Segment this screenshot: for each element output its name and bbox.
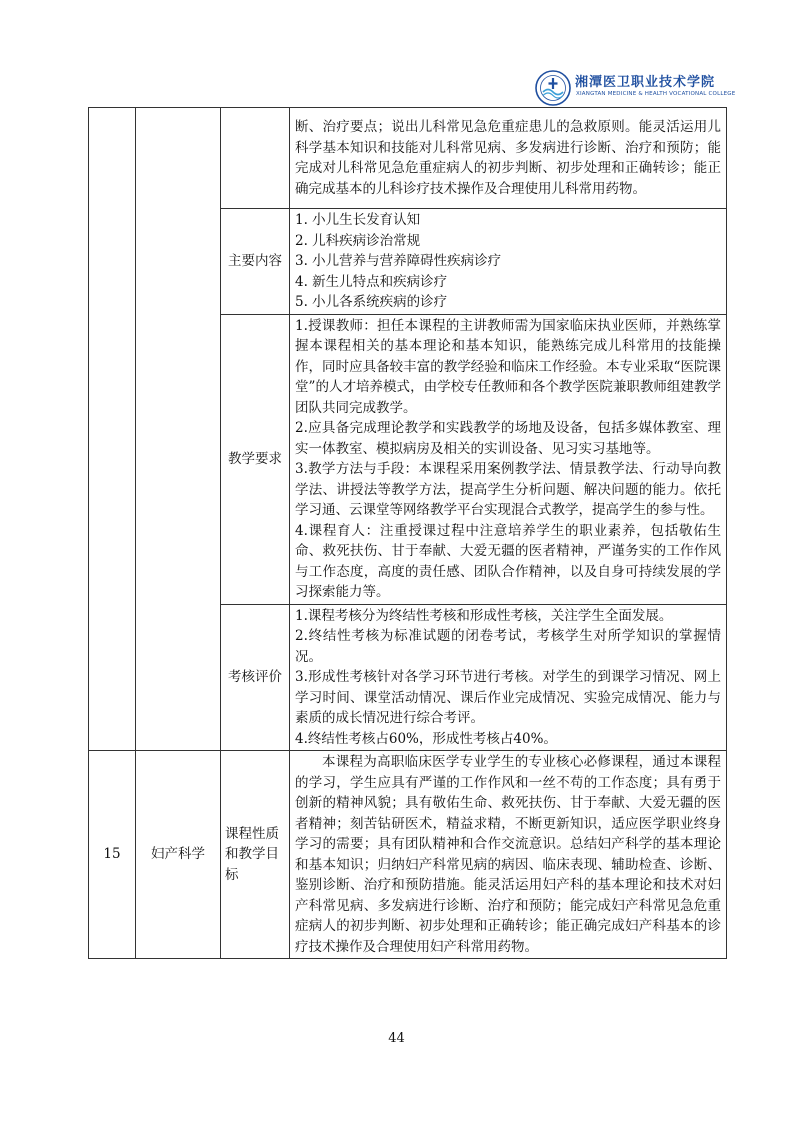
cell-main-content [290, 209, 727, 315]
list-item: 2.应具备完成理论教学和实践教学的场地及设备，包括多媒体教室、理实一体教室、模拟病房及相关的实训设备、见习实习基地等。 [295, 420, 721, 457]
list-item: 5. 小儿各系统疾病的诊疗 [295, 294, 448, 310]
cell-course-name-continued [136, 108, 221, 751]
college-logo [535, 70, 755, 106]
list-item: 1.课程考核分为终结性考核和形成性考核，关注学生全面发展。 [295, 607, 673, 624]
list-item: 3.形成性考核针对各学习环节进行考核。对学生的到课学习情况、网上学习时间、课堂活动情况、课后作业完成情况、实验完成情况、能力与素质的成长情况进行综合考评。 [295, 669, 721, 726]
page-number: 44 [388, 1031, 405, 1046]
main-content-label: 主要内容 [228, 253, 282, 269]
logo-english-name: XIANGTAN MEDICINE & HEALTH VOCATIONAL COLLEGE [576, 91, 736, 97]
list-item: 1. 小儿生长发育认知 [295, 212, 421, 228]
list-item: 4. 新生儿特点和疾病诊疗 [295, 273, 448, 290]
list-item: 4.终结性考核占60%，形成性考核占40%。 [295, 730, 557, 747]
table-row [89, 108, 727, 209]
cell-label-requirements [221, 314, 290, 604]
list-item: 2.终结性考核为标准试题的闭卷考试，考核学生对所学知识的掌握情况。 [295, 628, 721, 665]
cell-label-assessment [221, 604, 290, 751]
cell-course-nature-goals: 本课程为高职临床医学专业学生的专业核心必修课程，通过本课程的学习，学生应具有严谨的工作作风和一丝不苟的工作态度；具有勇于创新的精神风貌；具有敬佑生命、救死扶伤、甘于奉献、大爱无疆的医者精神；刻苦钻研医术，精益求精，不断更新知识，适应医学职业终身学习的需要；具有团队精神和合作交流意识。总结妇产科学的基本理论和基本知识；归纳妇产科常见病的病因、临床表现、辅助检查、诊断、鉴别诊断、治疗和预防措施。能灵活运用妇产科的基本理论和技术对妇产科常见病、多发病进行诊断、治疗和预防；能完成妇产科常见急危重症病人的初步判断、初步处理和正确转诊；能正确完成妇产科基本的诊疗技术操作及合理使用妇产科常用药物。 [290, 751, 727, 959]
cell-number-continued [89, 108, 136, 751]
list-item: 3. 小儿营养与营养障碍性疾病诊疗 [295, 253, 502, 269]
list-item: 1.授课教师：担任本课程的主讲教师需为国家临床执业医师，并熟练掌握本课程相关的基本理论和基本知识，能熟练完成儿科常用的技能操作，同时应具备较丰富的教学经验和临床工作经验。本专业采取“医院课堂”的人才培养模式，由学校专任教师和各个教学医院兼职教师组建教学团队共同完成教学。 [295, 317, 721, 416]
college-emblem-icon [535, 70, 571, 106]
cell-label-nature-goals [221, 751, 290, 959]
table-row [89, 751, 727, 959]
cell-label-content [221, 209, 290, 315]
list-item: 2. 儿科疾病诊治常规 [295, 232, 421, 249]
cell-course-name: 妇产科学 [136, 751, 221, 959]
cell-goal-continued-text: 断、治疗要点；说出儿科常见急危重症患儿的急救原则。能灵活运用儿科学基本知识和技能对儿科常见病、多发病进行诊断、治疗和预防；能完成对儿科常见急危重症病人的初步判断、初步处理和正确转诊；能正确完成基本的儿科诊疗技术操作及合理使用儿科常用药物。 [290, 108, 727, 209]
teaching-requirements-label: 教学要求 [228, 450, 282, 467]
cell-teaching-requirements [290, 314, 727, 604]
list-item: 3.教学方法与手段：本课程采用案例教学法、情景教学法、行动导向教学法、讲授法等教学方法，提高学生分析问题、解决问题的能力。依托学习通、云课堂等网络教学平台实现混合式教学，提高学生的参与性。 [295, 461, 721, 518]
cell-label-continued [221, 108, 290, 209]
course-table [88, 107, 727, 959]
course-nature-goals-label: 课程性质和教学目标 [225, 825, 279, 883]
logo-chinese-name: 湘潭医卫职业技术学院 [575, 75, 716, 90]
list-item: 4.课程育人：注重授课过程中注意培养学生的职业素养，包括敬佑生命、救死扶伤、甘于奉献、大爱无疆的医者精神，严谨务实的工作作风与工作态度，高度的责任感、团队合作精神，以及自身可持续发展的学习探索能力等。 [295, 522, 721, 600]
assessment-label: 考核评价 [228, 669, 282, 685]
cell-assessment [290, 604, 727, 751]
cell-course-number: 15 [89, 751, 136, 959]
